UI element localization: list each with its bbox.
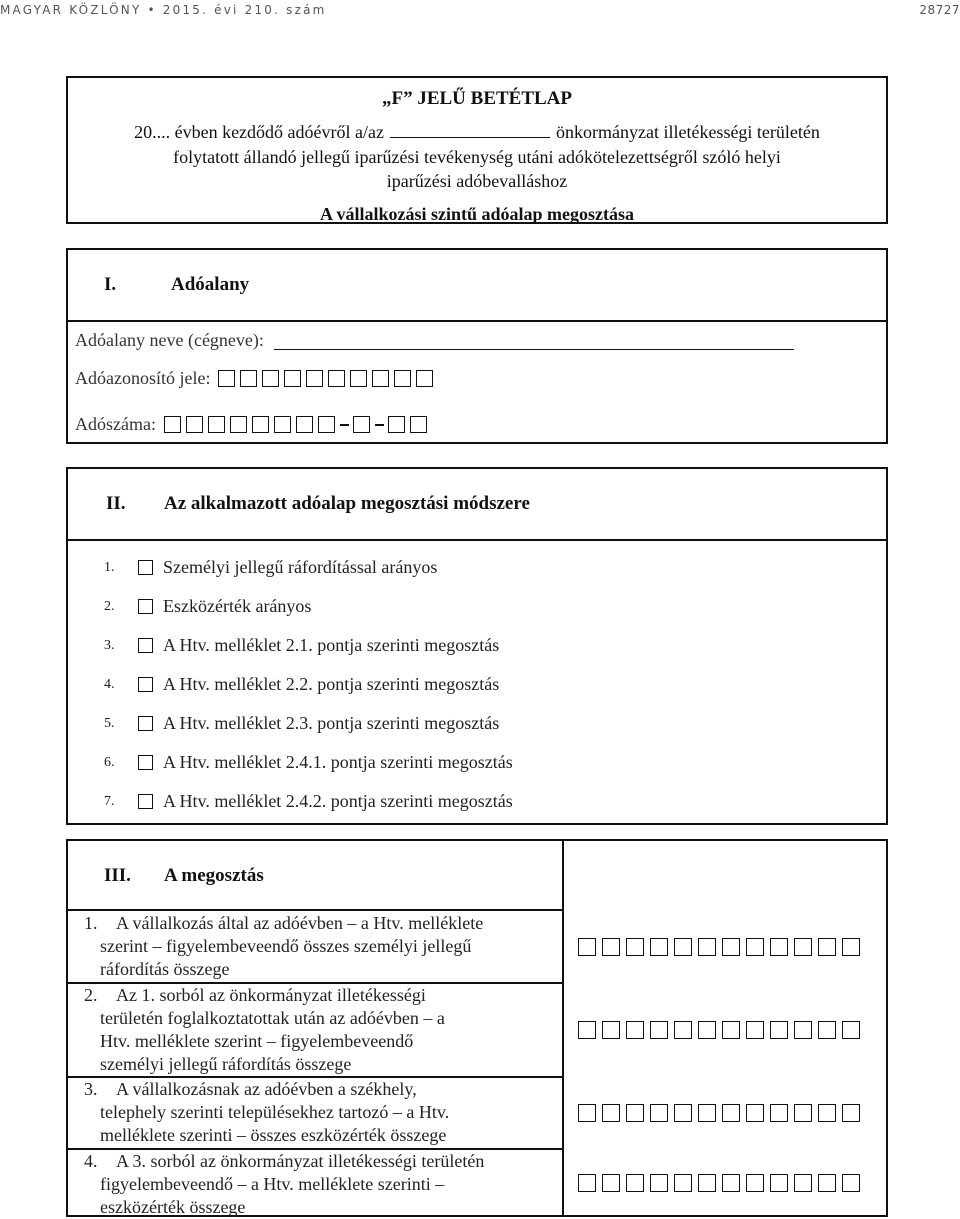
method-option[interactable] [104, 713, 499, 734]
method-number: 5. [104, 715, 115, 731]
tax-id-digit-box[interactable] [350, 370, 367, 387]
header-line-1-post: önkormányzat illetékességi területén [556, 122, 820, 142]
method-option[interactable] [104, 635, 499, 656]
amount-digit-box[interactable] [698, 1104, 716, 1122]
row-text-line: Htv. melléklete szerint – figyelembeveendő [100, 1031, 414, 1051]
tax-number-digit-box[interactable] [252, 416, 269, 433]
method-option[interactable] [104, 674, 499, 695]
section-distribution [66, 839, 888, 1217]
method-option[interactable] [104, 557, 437, 578]
row-text-line: A vállalkozásnak az adóévben a székhely, [116, 1079, 417, 1099]
row-text-line: melléklete szerinti – összes eszközérték összege [100, 1125, 447, 1145]
amount-digit-box[interactable] [674, 1174, 692, 1192]
row-text-line: telephely szerinti településekhez tartozó – a Htv. [100, 1102, 450, 1122]
amount-digit-box[interactable] [698, 1021, 716, 1039]
row-number: 1. [84, 913, 98, 933]
column-divider [562, 841, 564, 1215]
amount-digit-box[interactable] [674, 1021, 692, 1039]
form-header-box [66, 76, 888, 224]
method-checkbox[interactable] [138, 716, 153, 731]
tax-number-boxes[interactable] [164, 416, 432, 433]
amount-digit-box[interactable] [746, 1104, 764, 1122]
section-method-heading [68, 469, 886, 541]
amount-digit-box[interactable] [698, 938, 716, 956]
taxpayer-name-label: Adóalany neve (cégneve): [75, 330, 264, 350]
tax-number-digit-box[interactable] [164, 416, 181, 433]
tax-id-digit-box[interactable] [416, 370, 433, 387]
section-taxpayer [66, 248, 888, 444]
method-label: A Htv. melléklet 2.3. pontja szerinti megosztás [163, 713, 500, 733]
amount-digit-box[interactable] [842, 1104, 860, 1122]
amount-digit-box[interactable] [842, 1021, 860, 1039]
amount-digit-box[interactable] [746, 1021, 764, 1039]
amount-digit-box[interactable] [746, 1174, 764, 1192]
amount-digit-box[interactable] [602, 1174, 620, 1192]
tax-number-label: Adószáma: [75, 414, 156, 434]
amount-digit-box[interactable] [578, 938, 596, 956]
row-text-line: figyelembeveendő – a Htv. melléklete szerinti – [100, 1174, 445, 1194]
amount-digit-boxes[interactable] [578, 1104, 866, 1122]
tax-id-digit-box[interactable] [218, 370, 235, 387]
row-text-line: A 3. sorból az önkormányzat illetékességi területén [116, 1151, 485, 1171]
method-checkbox[interactable] [138, 794, 153, 809]
amount-digit-box[interactable] [626, 1021, 644, 1039]
tax-number-digit-box[interactable] [230, 416, 247, 433]
amount-digit-box[interactable] [602, 1021, 620, 1039]
tax-number-digit-box[interactable] [296, 416, 313, 433]
header-line-3: iparűzési adóbevalláshoz [386, 171, 568, 191]
row-number: 3. [84, 1079, 98, 1099]
method-label: A Htv. melléklet 2.1. pontja szerinti megosztás [163, 635, 500, 655]
amount-digit-box[interactable] [674, 938, 692, 956]
amount-digit-box[interactable] [650, 1104, 668, 1122]
amount-digit-box[interactable] [842, 1174, 860, 1192]
tax-number-digit-box[interactable] [353, 416, 370, 433]
amount-digit-box[interactable] [818, 1104, 836, 1122]
method-option[interactable] [104, 596, 311, 617]
method-checkbox[interactable] [138, 677, 153, 692]
amount-digit-box[interactable] [626, 1174, 644, 1192]
header-line-1 [68, 122, 886, 143]
amount-digit-box[interactable] [698, 1174, 716, 1192]
amount-digit-box[interactable] [842, 938, 860, 956]
method-option[interactable] [104, 752, 513, 773]
section-method [66, 467, 888, 825]
amount-digit-box[interactable] [770, 1021, 788, 1039]
amount-digit-box[interactable] [602, 1104, 620, 1122]
dash-separator [340, 424, 349, 426]
distribution-row-text [84, 1150, 554, 1219]
row-number: 4. [84, 1151, 98, 1171]
header-line-1-pre: 20.... évben kezdődő adóévről a/az [134, 122, 384, 142]
amount-digit-box[interactable] [722, 938, 740, 956]
amount-digit-box[interactable] [794, 1174, 812, 1192]
method-checkbox[interactable] [138, 638, 153, 653]
municipality-blank-field[interactable] [390, 124, 550, 138]
tax-id-digit-box[interactable] [306, 370, 323, 387]
amount-digit-box[interactable] [626, 938, 644, 956]
taxpayer-name-row [75, 330, 794, 351]
tax-number-row [75, 414, 432, 435]
amount-digit-box[interactable] [602, 938, 620, 956]
method-number: 2. [104, 598, 115, 614]
amount-digit-box[interactable] [794, 938, 812, 956]
amount-digit-box[interactable] [650, 1174, 668, 1192]
running-head [0, 0, 960, 20]
dash-separator [375, 424, 384, 426]
amount-digit-box[interactable] [746, 938, 764, 956]
amount-digit-box[interactable] [770, 938, 788, 956]
tax-id-label: Adóazonosító jele: [75, 368, 211, 388]
method-number: 7. [104, 793, 115, 809]
row-text-line: szerint – figyelembeveendő összes személyi jellegű [100, 936, 472, 956]
tax-id-digit-box[interactable] [328, 370, 345, 387]
row-text-line: ráfordítás összege [100, 959, 230, 979]
row-text-line: A vállalkozás által az adóévben – a Htv. melléklete [116, 913, 484, 933]
section-number: II. [106, 493, 126, 514]
row-number: 2. [84, 985, 98, 1005]
section-distribution-heading [68, 841, 562, 911]
method-label: A Htv. melléklet 2.4.2. pontja szerinti megosztás [163, 791, 513, 811]
method-label: Eszközérték arányos [163, 596, 312, 616]
amount-digit-box[interactable] [794, 1021, 812, 1039]
amount-digit-box[interactable] [674, 1104, 692, 1122]
row-text-line: területén foglalkoztatottak után az adóévben – a [100, 1008, 445, 1028]
amount-digit-boxes[interactable] [578, 1174, 866, 1192]
amount-digit-box[interactable] [650, 1021, 668, 1039]
amount-digit-box[interactable] [794, 1104, 812, 1122]
amount-digit-box[interactable] [578, 1021, 596, 1039]
amount-digit-box[interactable] [626, 1104, 644, 1122]
row-text-line: Az 1. sorból az önkormányzat illetékességi [116, 985, 426, 1005]
section-title: Adóalany [171, 274, 250, 295]
amount-digit-box[interactable] [818, 938, 836, 956]
amount-digit-box[interactable] [578, 1104, 596, 1122]
amount-digit-boxes[interactable] [578, 1021, 866, 1039]
amount-digit-box[interactable] [722, 1104, 740, 1122]
amount-digit-boxes[interactable] [578, 938, 866, 956]
tax-number-digit-box[interactable] [388, 416, 405, 433]
tax-id-digit-box[interactable] [262, 370, 279, 387]
amount-digit-box[interactable] [770, 1174, 788, 1192]
tax-number-digit-box[interactable] [410, 416, 427, 433]
tax-number-digit-box[interactable] [208, 416, 225, 433]
amount-digit-box[interactable] [578, 1174, 596, 1192]
amount-digit-box[interactable] [818, 1021, 836, 1039]
amount-digit-box[interactable] [770, 1104, 788, 1122]
distribution-row-text [84, 912, 554, 981]
method-number: 1. [104, 559, 115, 575]
tax-id-row [75, 368, 438, 389]
method-number: 4. [104, 676, 115, 692]
page-number: 28727 [919, 3, 960, 17]
taxpayer-name-field[interactable] [274, 332, 794, 350]
method-label: Személyi jellegű ráfordítással arányos [163, 557, 438, 577]
tax-id-digit-box[interactable] [394, 370, 411, 387]
tax-id-digit-box[interactable] [284, 370, 301, 387]
amount-digit-box[interactable] [650, 938, 668, 956]
section-number: III. [104, 865, 131, 886]
section-title: Az alkalmazott adóalap megosztási módszere [164, 493, 530, 514]
section-title: A megosztás [164, 865, 264, 886]
tax-id-boxes[interactable] [218, 370, 438, 387]
tax-id-digit-box[interactable] [372, 370, 389, 387]
form-title: „F” JELŰ BETÉTLAP [381, 88, 573, 109]
distribution-row-text [84, 984, 554, 1076]
journal-title: MAGYAR KÖZLÖNY • 2015. évi 210. szám [0, 3, 327, 17]
method-number: 6. [104, 754, 115, 770]
amount-digit-box[interactable] [818, 1174, 836, 1192]
method-number: 3. [104, 637, 115, 653]
distribution-row-text [84, 1078, 554, 1147]
tax-number-digit-box[interactable] [274, 416, 291, 433]
form-subtitle: A vállalkozási szintű adóalap megosztása [319, 204, 635, 224]
method-checkbox[interactable] [138, 599, 153, 614]
tax-number-digit-box[interactable] [318, 416, 335, 433]
method-label: A Htv. melléklet 2.2. pontja szerinti megosztás [163, 674, 500, 694]
tax-id-digit-box[interactable] [240, 370, 257, 387]
section-number: I. [104, 274, 117, 295]
method-checkbox[interactable] [138, 560, 153, 575]
method-label: A Htv. melléklet 2.4.1. pontja szerinti megosztás [163, 752, 513, 772]
method-checkbox[interactable] [138, 755, 153, 770]
tax-number-digit-box[interactable] [186, 416, 203, 433]
row-text-line: személyi jellegű ráfordítás összege [100, 1054, 352, 1074]
amount-digit-box[interactable] [722, 1174, 740, 1192]
section-taxpayer-heading [68, 250, 886, 322]
amount-digit-box[interactable] [722, 1021, 740, 1039]
header-line-2: folytatott állandó jellegű iparűzési tevékenység utáni adókötelezettségről szóló helyi [173, 147, 781, 167]
row-text-line: eszközérték összege [100, 1197, 246, 1217]
method-option[interactable] [104, 791, 513, 812]
